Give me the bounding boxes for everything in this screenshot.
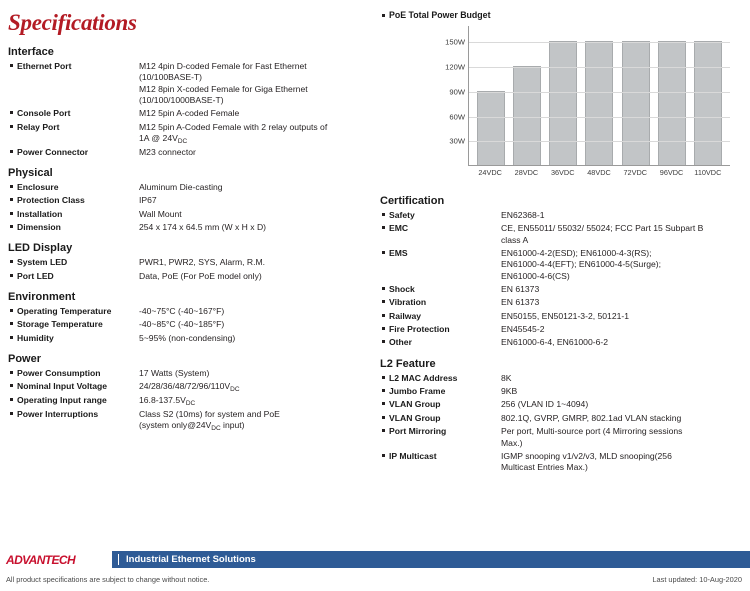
spec-row	[378, 413, 744, 424]
spec-label: Power Interruptions	[17, 408, 99, 419]
spec-label: VLAN Group	[389, 399, 441, 410]
spec-label: Shock	[389, 284, 415, 295]
spec-row	[378, 324, 744, 335]
spec-value: -40~85°C (-40~185°F)	[139, 319, 225, 330]
spec-row	[378, 399, 744, 410]
chart-gridline	[445, 37, 730, 47]
spec-value: EN 61373	[501, 284, 540, 295]
spec-value: IP67	[139, 195, 157, 206]
square-bullet-icon	[378, 10, 389, 17]
spec-row	[6, 333, 368, 344]
footer-tagline: Industrial Ethernet Solutions	[112, 551, 750, 568]
spec-value: 8K	[501, 372, 512, 383]
chart-bar-column	[549, 26, 577, 165]
spec-row	[378, 451, 744, 474]
square-bullet-icon	[378, 337, 389, 343]
spec-label: Console Port	[17, 108, 71, 119]
spec-value: Data, PoE (For PoE model only)	[139, 270, 262, 281]
spec-value: IGMP snooping v1/v2/v3, MLD snooping(256 Multicast Entries Max.)	[501, 450, 672, 473]
chart-bar	[477, 91, 505, 165]
chart-gridline	[449, 136, 730, 146]
advantech-logo: ADVANTECH	[6, 552, 76, 567]
square-bullet-icon	[378, 223, 389, 229]
chart-bar	[585, 41, 613, 165]
spec-label: Storage Temperature	[17, 319, 103, 330]
chart-x-tick-label: 110VDC	[694, 168, 722, 177]
spec-label: L2 MAC Address	[389, 372, 458, 383]
spec-value: -40~75°C (-40~167°F)	[139, 306, 225, 317]
chart-x-tick-label: 24VDC	[478, 168, 502, 177]
square-bullet-icon	[378, 311, 389, 317]
square-bullet-icon	[6, 122, 17, 128]
spec-label: Port Mirroring	[389, 426, 447, 437]
spec-value: 5~95% (non-condensing)	[139, 332, 236, 343]
chart-x-tick-label: 48VDC	[587, 168, 611, 177]
spec-label: Operating Input range	[17, 395, 107, 405]
spec-label: Railway	[389, 310, 422, 321]
square-bullet-icon	[6, 61, 17, 67]
right-sections	[378, 195, 744, 474]
square-bullet-icon	[6, 108, 17, 114]
spec-label: Relay Port	[17, 121, 60, 132]
chart-y-tick-label: 120W	[445, 62, 465, 72]
square-bullet-icon	[6, 209, 17, 215]
spec-label: Jumbo Frame	[389, 386, 446, 397]
spec-value: PWR1, PWR2, SYS, Alarm, R.M.	[139, 257, 266, 268]
spec-label: EMC	[389, 223, 409, 234]
square-bullet-icon	[6, 147, 17, 153]
spec-rows	[6, 306, 368, 344]
spec-value: CE, EN55011/ 55032/ 55024; FCC Part 15 Subpart B class A	[501, 223, 704, 245]
chart-bar-column	[622, 26, 650, 165]
poe-power-budget-chart	[434, 26, 734, 186]
spec-value: M12 4pin D-coded Female for Fast Ethernet (10/100BASE-T) M12 8pin X-coded Female for Giga Ethernet (10/100/1000BASE-T)	[139, 61, 308, 106]
spec-label: Dimension	[17, 222, 61, 233]
spec-value: EN62368-1	[501, 210, 545, 220]
chart-x-tick-label: 72VDC	[623, 168, 648, 177]
spec-value: Wall Mount	[139, 208, 182, 219]
chart-y-tick-label: 150W	[445, 37, 465, 47]
spec-label: Vibration	[389, 297, 427, 308]
chart-gridline	[449, 112, 730, 122]
spec-row	[378, 426, 744, 449]
spec-label: Fire Protection	[389, 324, 450, 335]
spec-value: 254 x 174 x 64.5 mm (W x H x D)	[139, 222, 267, 233]
square-bullet-icon	[6, 409, 17, 415]
spec-row	[378, 386, 744, 397]
spec-label: IP Multicast	[389, 450, 437, 461]
spec-value: 17 Watts (System)	[139, 368, 210, 379]
spec-row	[6, 222, 368, 233]
spec-row	[378, 223, 744, 246]
chart-y-tick-label: 60W	[449, 112, 465, 122]
square-bullet-icon	[6, 257, 17, 263]
spec-row	[6, 381, 368, 393]
chart-x-axis-labels	[468, 168, 730, 177]
spec-value: M12 5pin A-coded Female	[139, 108, 240, 119]
spec-value: $16.8-137.5V_{DC}$	[139, 395, 196, 407]
square-bullet-icon	[378, 297, 389, 303]
chart-bar	[549, 41, 577, 165]
spec-value: EN61000-4-2(ESD); EN61000-4-3(RS); EN61000-4-4(EFT); EN61000-4-5(Surge); EN61000-4-6(CS)	[501, 248, 662, 281]
square-bullet-icon	[378, 399, 389, 405]
spec-label: Port LED	[17, 270, 54, 281]
spec-label: Ethernet Port	[17, 61, 72, 71]
spec-value: Per port, Multi-source port (4 Mirroring sessions Max.)	[501, 426, 683, 448]
spec-value: 256 (VLAN ID 1~4094)	[501, 399, 589, 410]
square-bullet-icon	[6, 381, 17, 387]
spec-label: Humidity	[17, 332, 54, 343]
square-bullet-icon	[378, 426, 389, 432]
chart-header	[378, 10, 744, 20]
spec-value: EN45545-2	[501, 324, 545, 335]
spec-value: EN50155, EN50121-3-2, 50121-1	[501, 310, 630, 321]
spec-rows	[6, 61, 368, 158]
spec-row	[6, 122, 368, 145]
square-bullet-icon	[378, 210, 389, 216]
spec-value: Aluminum Die-casting	[139, 181, 223, 192]
square-bullet-icon	[6, 195, 17, 201]
section-title: LED Display	[8, 242, 73, 255]
spec-row	[6, 368, 368, 379]
spec-label: Power Connector	[17, 146, 89, 157]
spec-row	[378, 210, 744, 221]
chart-x-tick-label: 96VDC	[659, 168, 684, 177]
chart-bar	[694, 41, 722, 165]
spec-row	[6, 182, 368, 193]
page-title: Specifications	[8, 10, 137, 35]
spec-label: Other	[389, 337, 412, 348]
square-bullet-icon	[378, 386, 389, 392]
footer-disclaimer: All product specifications are subject to change without notice.	[6, 575, 210, 584]
spec-row	[378, 284, 744, 295]
spec-value: Class S2 (10ms) for system and PoE (system $only@24V_{DC}$ input)	[139, 408, 280, 432]
chart-x-tick-label: 28VDC	[514, 168, 539, 177]
chart-bar-column	[694, 26, 722, 165]
spec-rows	[378, 373, 744, 474]
section-title: L2 Feature	[380, 357, 436, 370]
chart-bar	[658, 41, 686, 165]
spec-value: 802.1Q, GVRP, GMRP, 802.1ad VLAN stacking	[501, 412, 682, 423]
spec-row	[6, 306, 368, 317]
spec-label: System LED	[17, 257, 68, 268]
spec-row	[378, 248, 744, 282]
spec-row	[6, 195, 368, 206]
square-bullet-icon	[378, 324, 389, 330]
spec-row	[6, 147, 368, 158]
spec-row	[6, 61, 368, 106]
chart-plot-area	[445, 26, 730, 166]
spec-row	[6, 319, 368, 330]
square-bullet-icon	[378, 284, 389, 290]
chart-gridline	[449, 87, 730, 97]
spec-row	[6, 108, 368, 119]
spec-label: Operating Temperature	[17, 306, 112, 317]
spec-rows	[6, 257, 368, 282]
footer-last-updated: Last updated: 10-Aug-2020	[652, 575, 742, 584]
spec-rows	[6, 368, 368, 431]
square-bullet-icon	[378, 248, 389, 254]
left-sections	[6, 46, 368, 432]
right-column	[378, 10, 744, 476]
spec-rows	[378, 210, 744, 349]
chart-title: PoE Total Power Budget	[389, 10, 491, 20]
spec-value: $24/28/36/48/72/96/110V_{DC}$	[139, 381, 240, 394]
square-bullet-icon	[6, 306, 17, 312]
square-bullet-icon	[6, 182, 17, 188]
chart-y-tick-label: 30W	[449, 136, 465, 146]
chart-y-tick-label: 90W	[449, 87, 465, 97]
chart-bar-column	[585, 26, 613, 165]
spec-value: M12 5pin A-Coded Female with 2 relay outputs of 1A @ $24V_{DC}$	[139, 121, 328, 146]
spec-row	[6, 209, 368, 220]
spec-label: EMS	[389, 248, 408, 259]
square-bullet-icon	[378, 451, 389, 457]
chart-bars	[469, 26, 730, 165]
section-title: Environment	[8, 291, 76, 304]
spec-row	[6, 409, 368, 432]
spec-rows	[6, 182, 368, 233]
square-bullet-icon	[378, 413, 389, 419]
chart-bar-column	[658, 26, 686, 165]
chart-x-tick-label: 36VDC	[550, 168, 575, 177]
square-bullet-icon	[6, 333, 17, 339]
square-bullet-icon	[6, 368, 17, 374]
chart-bar	[622, 41, 650, 165]
spec-label: Safety	[389, 210, 415, 220]
spec-value: 9KB	[501, 386, 518, 397]
spec-row	[378, 311, 744, 322]
spec-row	[6, 271, 368, 282]
chart-bar-column	[477, 26, 505, 165]
square-bullet-icon	[6, 271, 17, 277]
spec-value: M23 connector	[139, 146, 196, 157]
spec-value: EN 61373	[501, 297, 540, 308]
spec-row	[6, 257, 368, 268]
section-title: Certification	[380, 195, 445, 207]
square-bullet-icon	[6, 222, 17, 228]
spec-label: Protection Class	[17, 195, 85, 206]
spec-label: Installation	[17, 208, 63, 219]
chart-gridline	[445, 62, 730, 72]
spec-label: Power Consumption	[17, 368, 101, 379]
spec-label: VLAN Group	[389, 412, 441, 423]
spec-row	[378, 297, 744, 308]
square-bullet-icon	[6, 319, 17, 325]
spec-row	[378, 373, 744, 384]
section-title: Interface	[8, 46, 54, 58]
section-title: Power	[8, 353, 42, 366]
footer-bar	[0, 551, 750, 568]
spec-label: Enclosure	[17, 181, 59, 192]
spec-row	[378, 337, 744, 348]
left-column	[6, 10, 368, 434]
brand-logo-area	[0, 551, 112, 568]
section-title: Physical	[8, 166, 53, 179]
square-bullet-icon	[378, 373, 389, 379]
chart-bar-column	[513, 26, 541, 165]
spec-value: EN61000-6-4, EN61000-6-2	[501, 337, 609, 348]
spec-label: Nominal Input Voltage	[17, 381, 108, 392]
spec-row	[6, 395, 368, 407]
square-bullet-icon	[6, 395, 17, 401]
